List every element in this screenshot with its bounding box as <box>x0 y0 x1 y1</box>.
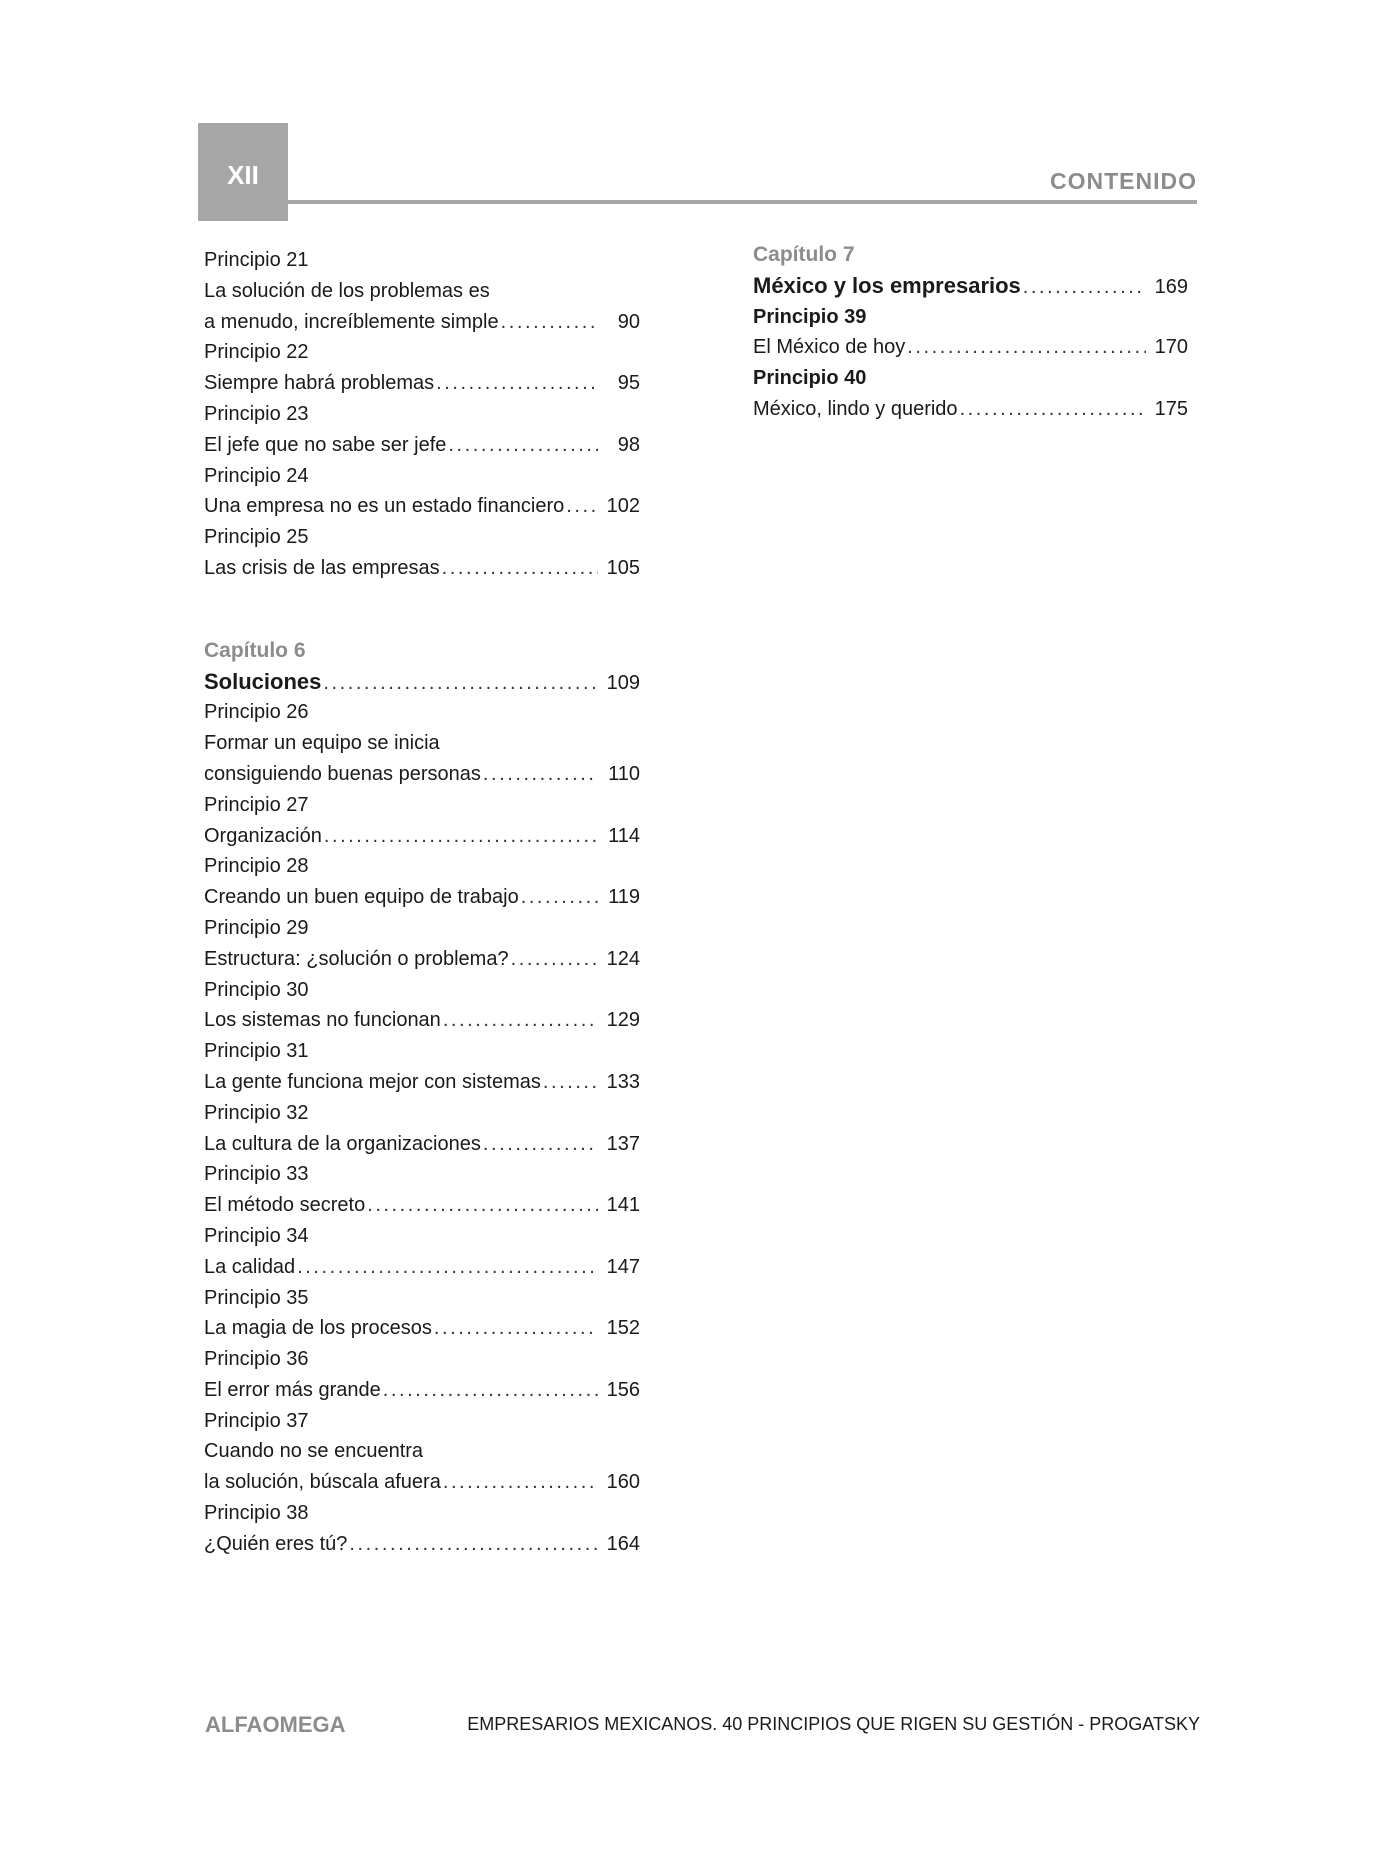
toc-entry <box>204 1313 640 1344</box>
toc-entry-page: 141 <box>606 1194 640 1217</box>
toc-entry-page: 170 <box>1154 336 1188 359</box>
toc-entry-page: 124 <box>606 947 640 970</box>
dot-leader <box>324 821 598 852</box>
toc-entry <box>204 553 640 584</box>
toc-line: Principio 36 <box>204 1348 309 1371</box>
toc-entry-page: 156 <box>606 1378 640 1401</box>
dot-leader <box>442 553 598 584</box>
page-number: XII <box>227 159 259 190</box>
toc-entry-title: Los sistemas no funcionan <box>204 1009 441 1032</box>
toc-entry <box>753 394 1188 425</box>
toc-line: Principio 40 <box>753 367 867 390</box>
dot-leader <box>483 1129 598 1160</box>
chapter-label: Capítulo 7 <box>753 243 855 266</box>
toc-entry <box>204 1375 640 1406</box>
dot-leader <box>543 1067 598 1098</box>
toc-entry-title: México, lindo y querido <box>753 397 958 420</box>
toc-line: Principio 22 <box>204 341 309 364</box>
footer-book-title: EMPRESARIOS MEXICANOS. 40 PRINCIPIOS QUE RIGEN SU GESTIÓN - PROGATSKY <box>467 1714 1200 1734</box>
toc-entry-title: Siempre habrá problemas <box>204 372 435 395</box>
toc-entry <box>204 882 640 913</box>
toc-entry <box>204 1529 640 1560</box>
toc-entry <box>753 332 1188 363</box>
toc-entry-page: 110 <box>608 762 640 785</box>
toc-left-column <box>204 245 640 1560</box>
dot-leader <box>501 307 598 338</box>
toc-entry-title: El jefe que no sabe ser jefe <box>204 433 447 456</box>
toc-entry <box>204 307 640 338</box>
dot-leader <box>443 1467 598 1498</box>
toc-line: Principio 33 <box>204 1163 309 1186</box>
toc-line: Cuando no se encuentra <box>204 1440 424 1463</box>
toc-entry <box>204 759 640 790</box>
toc-entry-page: 152 <box>606 1317 640 1340</box>
dot-leader <box>434 1313 598 1344</box>
toc-entry-page: 114 <box>608 824 640 847</box>
toc-entry <box>204 1005 640 1036</box>
toc-entry-page: 175 <box>1154 397 1188 420</box>
toc-entry <box>204 368 640 399</box>
dot-leader <box>511 944 598 975</box>
toc-line: Principio 31 <box>204 1040 309 1063</box>
toc-entry-page: 90 <box>617 310 640 333</box>
toc-entry <box>204 1129 640 1160</box>
dot-leader <box>297 1252 598 1283</box>
toc-line: Principio 35 <box>204 1286 309 1309</box>
toc-entry-title: Una empresa no es un estado financiero <box>204 495 565 518</box>
section-gap <box>204 584 640 636</box>
toc-entry <box>204 821 640 852</box>
toc-line: Principio 24 <box>204 464 309 487</box>
chapter-title-entry <box>204 667 640 698</box>
toc-entry-title: El México de hoy <box>753 336 906 359</box>
toc-entry-page: 109 <box>606 671 640 694</box>
toc-entry-page: 160 <box>606 1471 640 1494</box>
toc-entry-title: El error más grande <box>204 1378 381 1401</box>
toc-line: Formar un equipo se inicia <box>204 732 440 755</box>
chapter-title-entry <box>753 271 1188 302</box>
toc-entry <box>204 1467 640 1498</box>
page-number-tab <box>198 123 288 221</box>
toc-entry-page: 102 <box>606 495 640 518</box>
toc-line: Principio 25 <box>204 526 309 549</box>
toc-entry-page: 169 <box>1154 275 1188 298</box>
dot-leader <box>1023 272 1146 302</box>
dot-leader <box>367 1190 598 1221</box>
toc-entry-page: 129 <box>606 1009 640 1032</box>
footer-publisher: ALFAOMEGA <box>205 1712 346 1737</box>
toc-line: Principio 21 <box>204 249 309 271</box>
toc-entry-page: 95 <box>617 372 640 395</box>
toc-entry <box>204 944 640 975</box>
toc-entry-title: Las crisis de las empresas <box>204 556 440 579</box>
dot-leader <box>907 332 1146 363</box>
toc-line: Principio 29 <box>204 916 309 939</box>
toc-entry-title: El método secreto <box>204 1194 366 1217</box>
header-rule <box>288 200 1197 204</box>
toc-right-column <box>753 240 1188 425</box>
toc-line: Principio 27 <box>204 793 309 816</box>
toc-entry-page: 98 <box>617 433 640 456</box>
toc-entry-title: La calidad <box>204 1255 296 1278</box>
toc-entry-title: México y los empresarios <box>753 272 1021 298</box>
toc-entry <box>204 491 640 522</box>
dot-leader <box>436 368 598 399</box>
toc-line: Principio 32 <box>204 1101 309 1124</box>
toc-entry-title: a menudo, increíblemente simple <box>204 310 499 333</box>
toc-entry-title: consiguiendo buenas personas <box>204 762 481 785</box>
toc-line: Principio 28 <box>204 855 309 878</box>
toc-line: Principio 34 <box>204 1224 309 1247</box>
dot-leader <box>349 1529 598 1560</box>
toc-entry-title: Creando un buen equipo de trabajo <box>204 886 519 909</box>
toc-line: Principio 39 <box>753 305 867 328</box>
toc-entry <box>204 1190 640 1221</box>
toc-entry-title: ¿Quién eres tú? <box>204 1532 348 1555</box>
toc-line: Principio 23 <box>204 402 309 425</box>
toc-line: La solución de los problemas es <box>204 279 490 302</box>
toc-line: Principio 30 <box>204 978 309 1001</box>
section-title: CONTENIDO <box>1050 168 1197 194</box>
dot-leader <box>448 430 598 461</box>
dot-leader <box>521 882 598 913</box>
dot-leader <box>383 1375 598 1406</box>
toc-line: Principio 26 <box>204 701 309 724</box>
toc-entry <box>204 1252 640 1283</box>
dot-leader <box>483 759 598 790</box>
dot-leader <box>323 668 598 698</box>
toc-entry-title: Estructura: ¿solución o problema? <box>204 947 509 970</box>
toc-entry-page: 147 <box>606 1255 640 1278</box>
toc-entry-page: 164 <box>606 1532 640 1555</box>
dot-leader <box>960 394 1146 425</box>
toc-entry-page: 105 <box>606 556 640 579</box>
dot-leader <box>566 491 598 522</box>
chapter-label: Capítulo 6 <box>204 638 306 662</box>
toc-entry-title: Organización <box>204 824 322 847</box>
toc-entry-title: Soluciones <box>204 668 322 694</box>
toc-entry-page: 119 <box>608 886 640 909</box>
dot-leader <box>443 1005 598 1036</box>
toc-entry-title: La cultura de la organizaciones <box>204 1132 481 1155</box>
toc-line: Principio 38 <box>204 1502 309 1525</box>
toc-entry-page: 137 <box>606 1132 640 1155</box>
toc-entry <box>204 1067 640 1098</box>
toc-line: Principio 37 <box>204 1409 309 1432</box>
toc-entry-title: La gente funciona mejor con sistemas <box>204 1070 541 1093</box>
toc-entry-title: la solución, búscala afuera <box>204 1471 441 1494</box>
toc-entry-title: La magia de los procesos <box>204 1317 432 1340</box>
toc-entry-page: 133 <box>606 1070 640 1093</box>
toc-entry <box>204 430 640 461</box>
